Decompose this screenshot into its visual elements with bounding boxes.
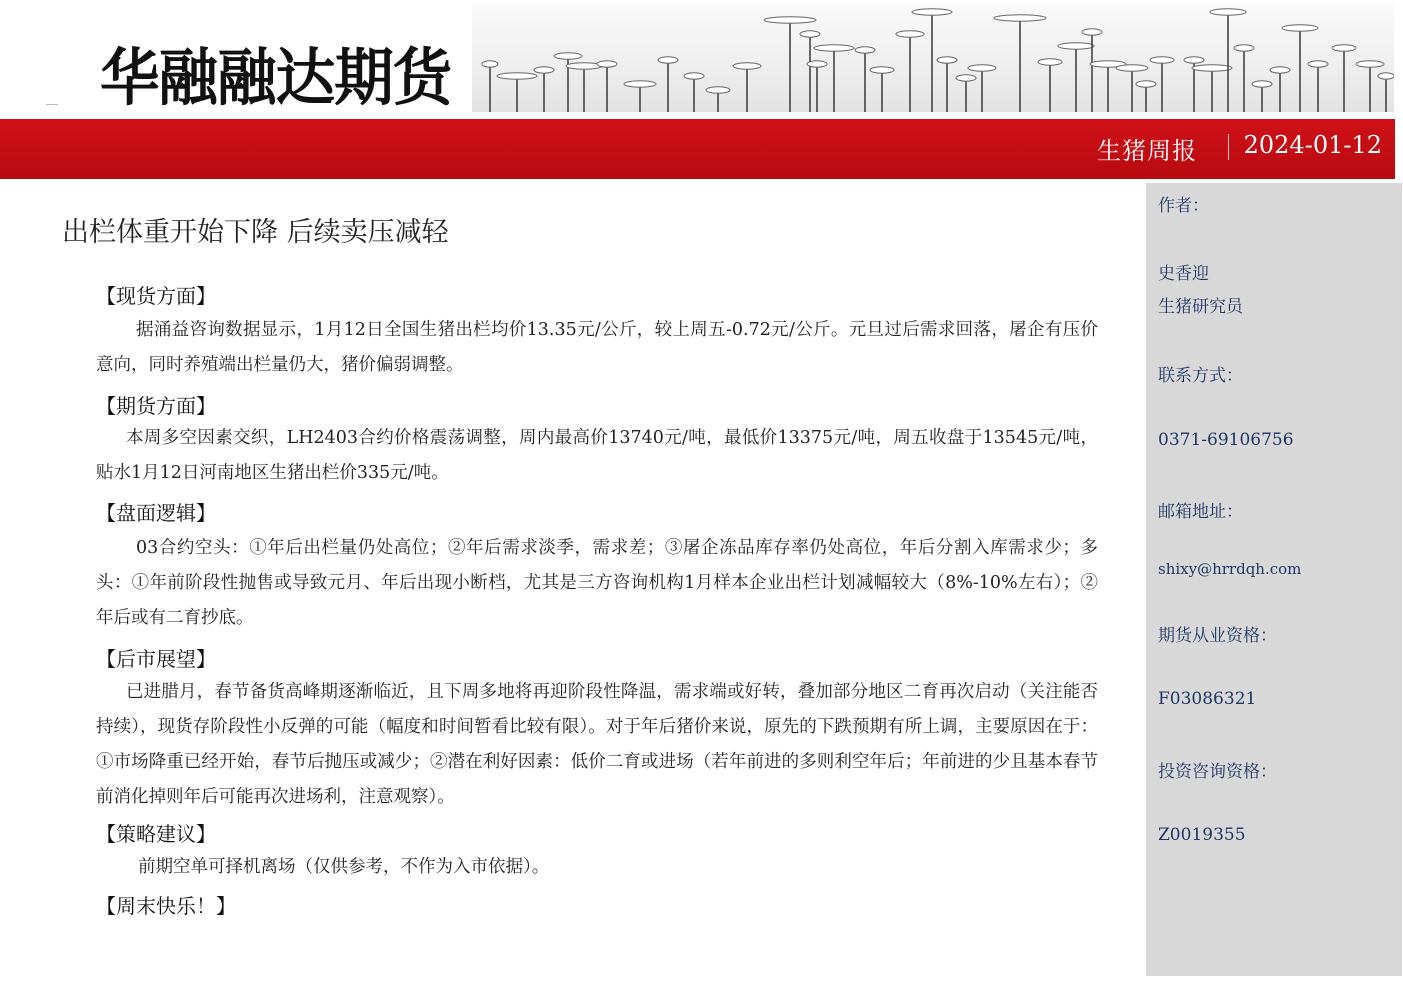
phone-number: 0371-69106756 <box>1158 430 1294 450</box>
contact-label: 联系方式： <box>1158 366 1243 386</box>
lamp-ring <box>733 63 761 69</box>
lamp-ring <box>800 31 820 37</box>
author-name: 史香迎 <box>1158 264 1209 284</box>
report-date: 2024-01-12 <box>1243 131 1382 159</box>
title-separator <box>1228 134 1229 160</box>
author-title: 生猪研究员 <box>1158 297 1243 317</box>
futures-qualification-number: F03086321 <box>1158 689 1257 709</box>
lamp-ring <box>912 9 952 15</box>
lamp-ring <box>1378 73 1394 79</box>
futures-qualification-label: 期货从业资格： <box>1158 626 1277 646</box>
lamp-ring <box>1136 81 1156 87</box>
lamp-ring <box>554 53 582 59</box>
brand-logo: 华融融达期货 <box>100 41 452 114</box>
section-heading-strategy: 【策略建议】 <box>96 822 216 846</box>
lamp-ring <box>597 61 617 67</box>
lamp-ring <box>706 87 730 93</box>
lamp-ring <box>482 61 498 67</box>
section-text-outlook: 已进腊月，春节备货高峰期逐渐临近，且下周多地将再迎阶段性降温，需求端或好转，叠加部分地区二育再次启动（关注能否持续），现货存阶段性小反弹的可能（幅度和时间暂看比较有限）。对于年后猪价来说，原先的下跌预期有所上调，主要原因在于：①市场降重已经开始，春节后抛压或减少；②潜在利好因素：低价二育或进场（若年前进的多则利空年后；年前进的少且基本春节前消化掉则年后可能再次进场利，注意观察）。 <box>96 682 1098 807</box>
report-title-bar <box>0 119 1395 179</box>
section-text-spot: 据涌益咨询数据显示，1月12日全国生猪出栏均价13.35元/公斤，较上周五-0.72元/公斤。元旦过后需求回落，屠企有压价意向，同时养殖端出栏量仍大，猪价偏弱调整。 <box>96 320 1098 375</box>
lamp-ring <box>870 67 894 73</box>
lamp-ring <box>1308 61 1328 67</box>
lamp-ring <box>1356 61 1384 67</box>
author-sidebar <box>1146 183 1402 976</box>
section-text-logic: 03合约空头：①年后出栏量仍处高位；②年后需求淡季，需求差；③屠企冻品库存率仍处高位，年后分割入库需求少；多头：①年前阶段性抛售或导致元月、年后出现小断档，尤其是三方咨询机构1月样本企业出栏计划减幅较大（8%-10%左右）；②年后或有二育抄底。 <box>96 538 1098 628</box>
lamp-ring <box>764 17 816 23</box>
lamp-poles-graphic <box>472 4 1394 112</box>
report-type: 生猪周报 <box>1097 137 1197 165</box>
lamp-ring <box>658 57 678 63</box>
lamp-ring <box>814 45 854 51</box>
lamp-ring <box>1150 57 1174 63</box>
lamp-ring <box>684 73 704 79</box>
divider <box>46 104 58 105</box>
section-heading-futures: 【期货方面】 <box>96 394 216 418</box>
lamp-ring <box>937 57 957 63</box>
lamp-ring <box>896 31 924 37</box>
lamp-ring <box>1252 81 1272 87</box>
lamp-ring <box>855 47 875 53</box>
lamp-ring <box>968 65 996 71</box>
lamp-ring <box>1332 45 1356 51</box>
investment-qualification-label: 投资咨询资格： <box>1158 762 1277 782</box>
email-address[interactable]: shixy@hrrdqh.com <box>1158 560 1302 578</box>
lamp-ring <box>624 81 656 87</box>
lamp-ring <box>1038 59 1062 65</box>
section-heading-spot: 【现货方面】 <box>96 284 216 308</box>
section-text-futures: 本周多空因素交织，LH2403合约价格震荡调整，周内最高价13740元/吨，最低价13375元/吨，周五收盘于13545元/吨，贴水1月12日河南地区生猪出栏价335元/吨。 <box>96 428 1098 483</box>
header-decorative-banner <box>472 4 1394 112</box>
section-text-strategy: 前期空单可择机离场（仅供参考，不作为入市依据）。 <box>138 857 550 877</box>
lamp-ring <box>1116 65 1148 71</box>
investment-qualification-number: Z0019355 <box>1158 825 1246 845</box>
lamp-ring <box>1210 9 1246 15</box>
author-label: 作者： <box>1158 196 1209 216</box>
lamp-ring <box>1082 29 1102 35</box>
lamp-ring <box>1058 43 1094 49</box>
lamp-ring <box>1192 65 1232 71</box>
section-heading-outlook: 【后市展望】 <box>96 647 216 671</box>
email-label: 邮箱地址： <box>1158 502 1243 522</box>
lamp-ring <box>1234 45 1254 51</box>
lamp-ring <box>1184 57 1204 63</box>
lamp-ring <box>994 15 1046 21</box>
section-heading-weekend: 【周末快乐！】 <box>96 894 236 918</box>
lamp-ring <box>807 61 827 67</box>
lamp-ring <box>497 73 537 79</box>
article-title: 出栏体重开始下降 后续卖压减轻 <box>62 217 449 248</box>
lamp-ring <box>1270 67 1290 73</box>
section-heading-logic: 【盘面逻辑】 <box>96 501 216 525</box>
lamp-ring <box>534 67 554 73</box>
lamp-ring <box>956 75 976 81</box>
lamp-ring <box>1282 25 1318 31</box>
